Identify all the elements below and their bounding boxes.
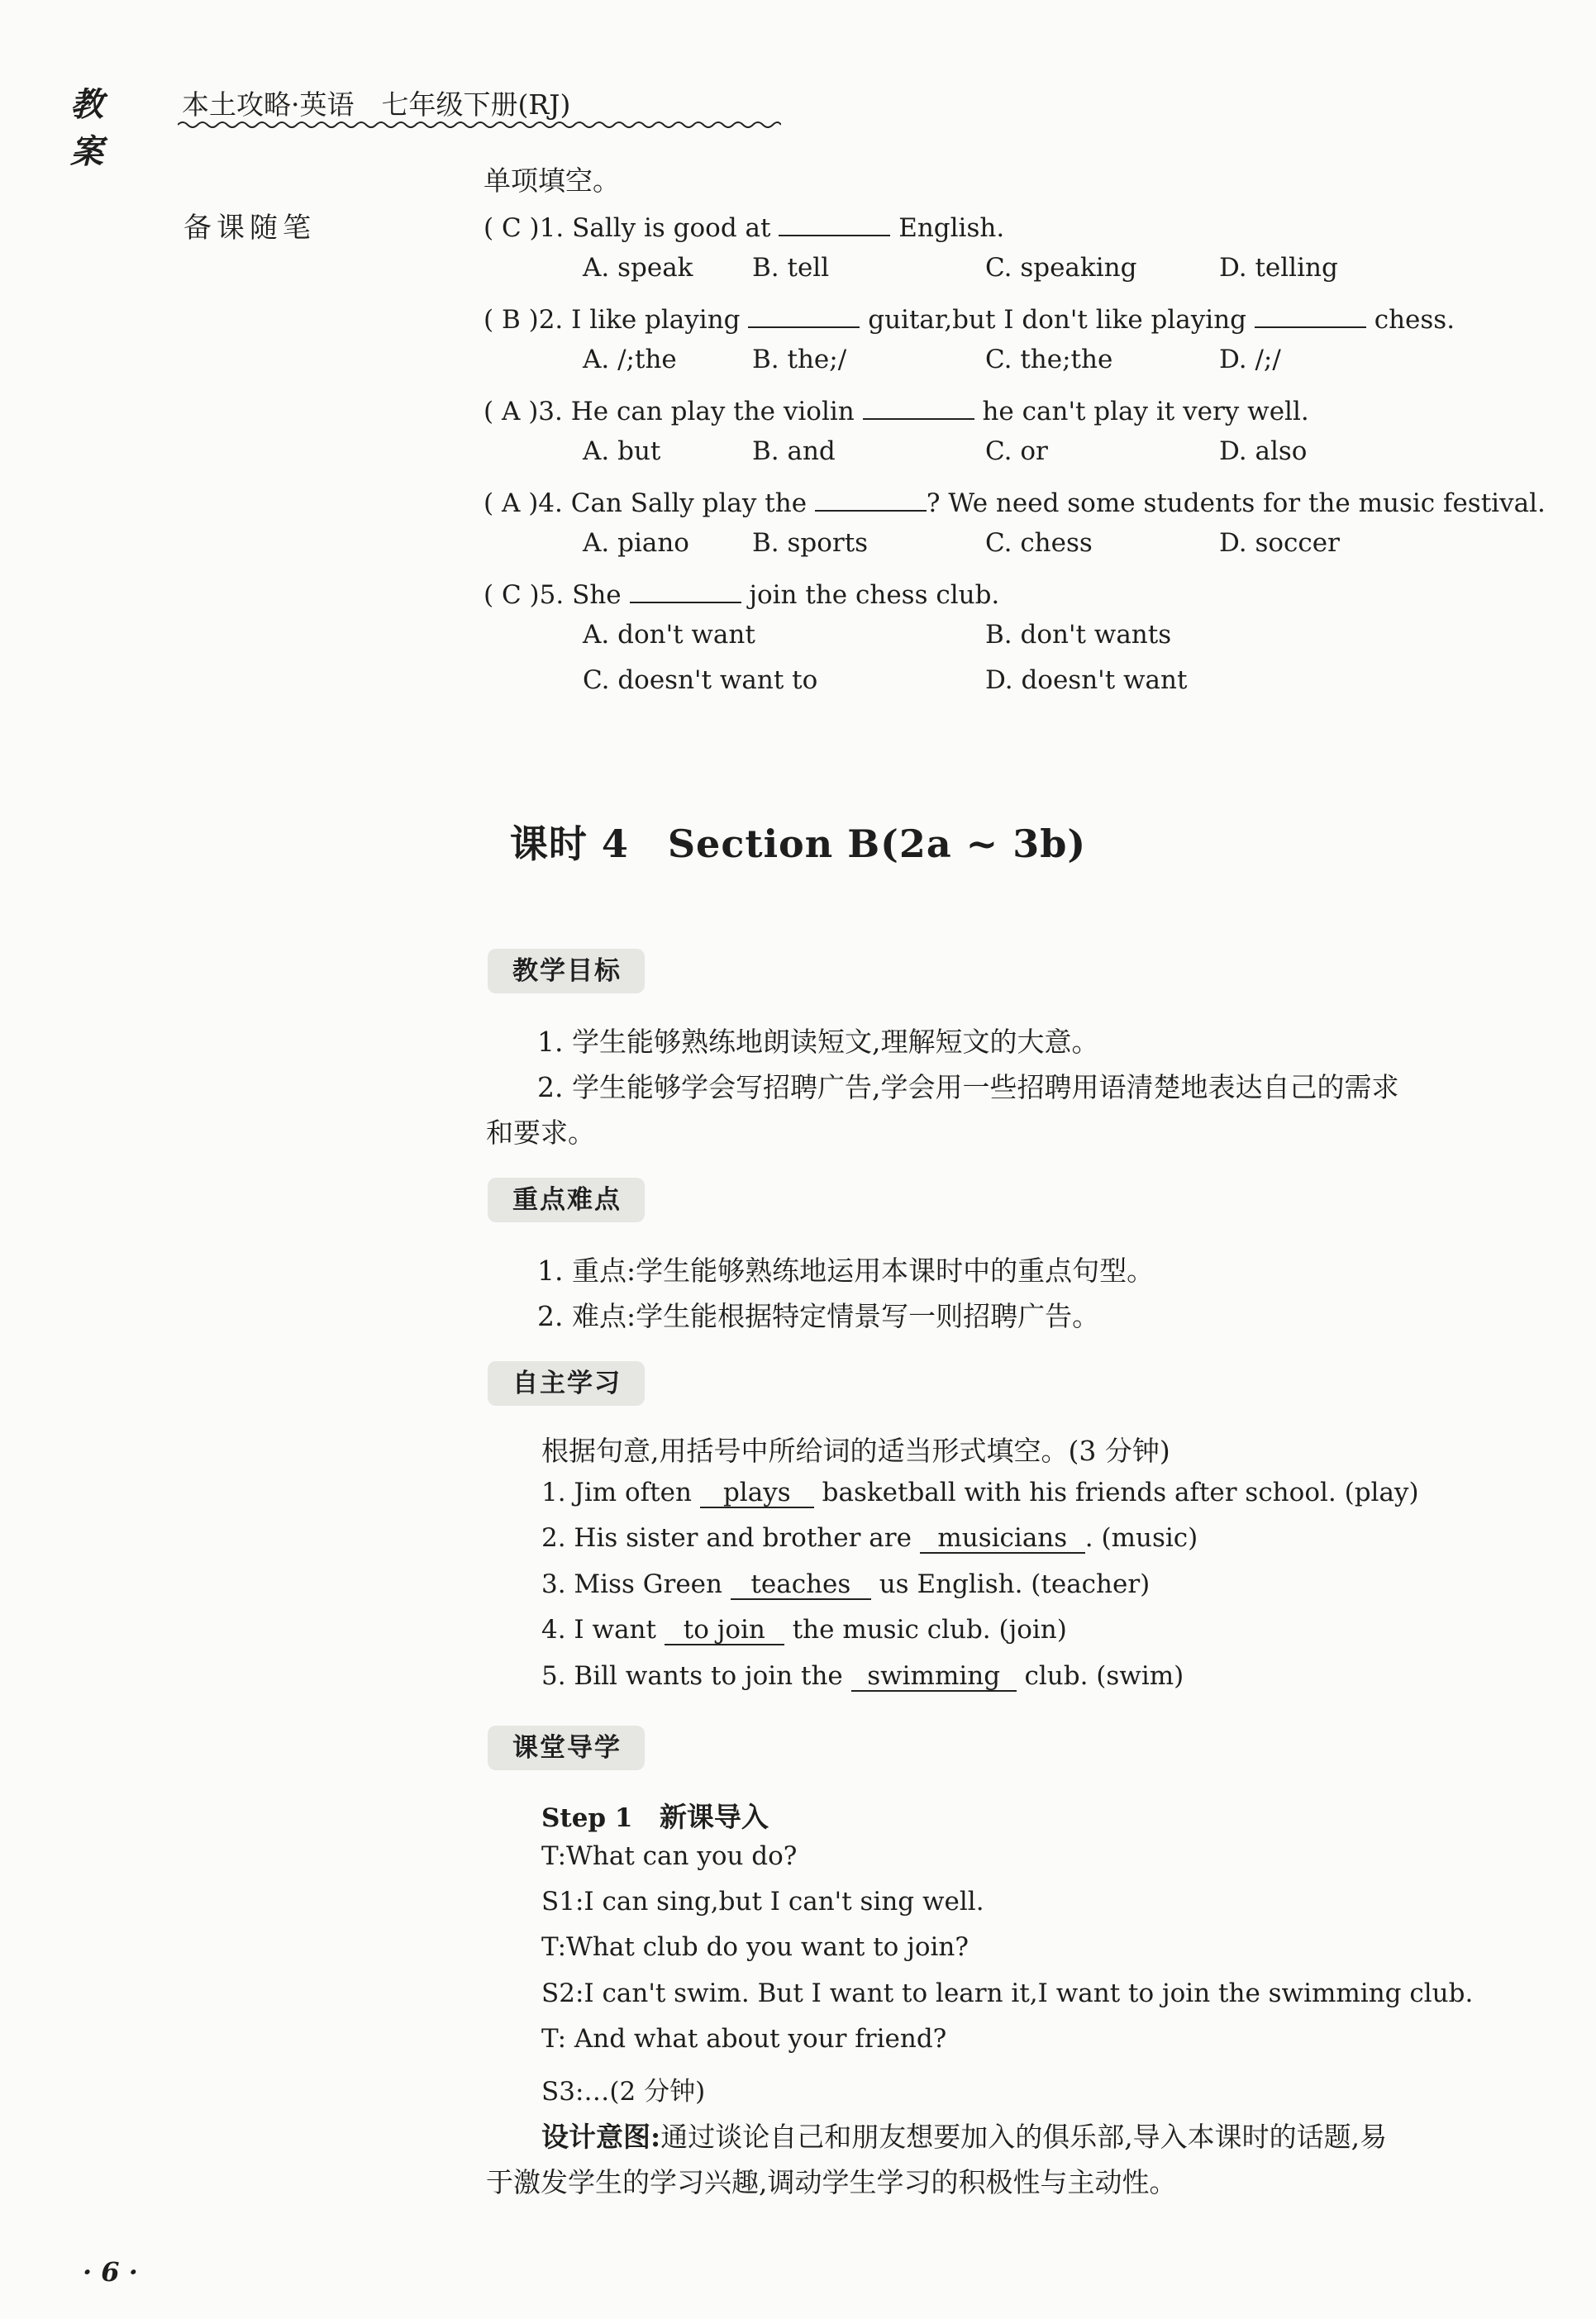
self-study-item-2: 2. His sister and brother are musicians . (music) xyxy=(541,1523,1198,1553)
section-label-classroom: 课堂导学 xyxy=(488,1726,645,1770)
self-study-item-3: 3. Miss Green teaches us English. (teacher) xyxy=(541,1569,1151,1599)
option: B. sports xyxy=(752,528,869,558)
question-4: ( A )4. Can Sally play the ? We need some students for the music festival. xyxy=(484,482,1546,518)
option: A. piano xyxy=(583,528,689,558)
self-study-item-4: 4. I want to join the music club. (join) xyxy=(541,1615,1067,1645)
answer-1: C xyxy=(501,213,522,243)
dialog-line: S3:…(2 分钟) xyxy=(541,2077,706,2107)
option: B. the;/ xyxy=(752,345,847,374)
option: C. speaking xyxy=(985,253,1137,283)
option: B. tell xyxy=(752,253,830,283)
header-brand: 教案 xyxy=(70,86,107,171)
design-intent: 设计意图:通过谈论自己和朋友想要加入的俱乐部,导入本课时的话题,易 xyxy=(541,2121,1388,2153)
option: C. doesn't want to xyxy=(583,665,818,695)
dialog-line: T:What can you do? xyxy=(541,1841,798,1871)
dialog-line: T: And what about your friend? xyxy=(541,2024,947,2054)
page-number: · 6 · xyxy=(83,2256,138,2288)
filled-blank: plays xyxy=(700,1479,814,1508)
self-study-instruction: 根据句意,用括号中所给词的适当形式填空。(3 分钟) xyxy=(541,1435,1170,1467)
dialog-line: S1:I can sing,but I can't sing well. xyxy=(541,1887,984,1917)
option: C. the;the xyxy=(985,345,1113,374)
section-label-goals: 教学目标 xyxy=(488,949,645,993)
exercise-heading: 单项填空。 xyxy=(484,164,620,197)
section-label-key-points: 重点难点 xyxy=(488,1178,645,1222)
self-study-item-1: 1. Jim often plays basketball with his friends after school. (play) xyxy=(541,1478,1419,1507)
blank xyxy=(863,390,974,420)
blank xyxy=(748,298,860,328)
filled-blank: swimming xyxy=(851,1662,1017,1692)
option: D. telling xyxy=(1219,253,1338,283)
goal-item: 1. 学生能够熟练地朗读短文,理解短文的大意。 xyxy=(537,1026,1099,1058)
blank xyxy=(630,574,741,603)
design-intent-cont: 于激发学生的学习兴趣,调动学生学习的积极性与主动性。 xyxy=(486,2166,1177,2198)
option: D. soccer xyxy=(1219,528,1340,558)
option: A. don't want xyxy=(583,620,755,650)
filled-blank: teaches xyxy=(731,1570,871,1600)
design-intent-label: 设计意图: xyxy=(541,2121,661,2153)
question-3: ( A )3. He can play the violin he can't play it very well. xyxy=(484,390,1309,426)
option: D. doesn't want xyxy=(985,665,1188,695)
answer-3: A xyxy=(501,397,521,426)
filled-blank: musicians xyxy=(920,1524,1085,1554)
option: A. speak xyxy=(583,253,693,283)
filled-blank: to join xyxy=(665,1616,784,1645)
goal-item: 和要求。 xyxy=(486,1117,595,1149)
section-label-self-study: 自主学习 xyxy=(488,1361,645,1406)
blank xyxy=(779,207,890,236)
option: A. /;the xyxy=(583,345,677,374)
blank xyxy=(1255,298,1366,328)
answer-2: B xyxy=(501,305,521,335)
sidebar-note: 备课随笔 xyxy=(183,212,316,245)
answer-4: A xyxy=(501,488,521,518)
key-point-item: 2. 难点:学生能根据特定情景写一则招聘广告。 xyxy=(537,1300,1100,1332)
question-1: ( C )1. Sally is good at English. xyxy=(484,207,1004,243)
dialog-line: S2:I can't swim. But I want to learn it,I want to join the swimming club. xyxy=(541,1979,1474,2008)
question-5: ( C )5. She join the chess club. xyxy=(484,574,999,610)
goal-item: 2. 学生能够学会写招聘广告,学会用一些招聘用语清楚地表达自己的需求 xyxy=(537,1071,1399,1103)
option: D. also xyxy=(1219,436,1308,466)
header-wave-underline xyxy=(178,120,781,130)
step-heading: Step 1 新课导入 xyxy=(541,1801,769,1833)
option: D. /;/ xyxy=(1219,345,1281,374)
self-study-item-5: 5. Bill wants to join the swimming club. (swim) xyxy=(541,1661,1184,1691)
answer-5: C xyxy=(501,580,522,610)
option: C. or xyxy=(985,436,1048,466)
option: A. but xyxy=(583,436,661,466)
option: C. chess xyxy=(985,528,1093,558)
question-2: ( B )2. I like playing guitar,but I don't like playing chess. xyxy=(484,298,1455,335)
header-subtitle: 本土攻略·英语 七年级下册(RJ) xyxy=(182,88,571,121)
dialog-line: T:What club do you want to join? xyxy=(541,1932,969,1962)
option: B. don't wants xyxy=(985,620,1172,650)
key-point-item: 1. 重点:学生能够熟练地运用本课时中的重点句型。 xyxy=(537,1255,1155,1287)
option: B. and xyxy=(752,436,836,466)
blank xyxy=(815,482,927,512)
lesson-title: 课时 4 Section B(2a ~ 3b) xyxy=(509,821,1087,866)
